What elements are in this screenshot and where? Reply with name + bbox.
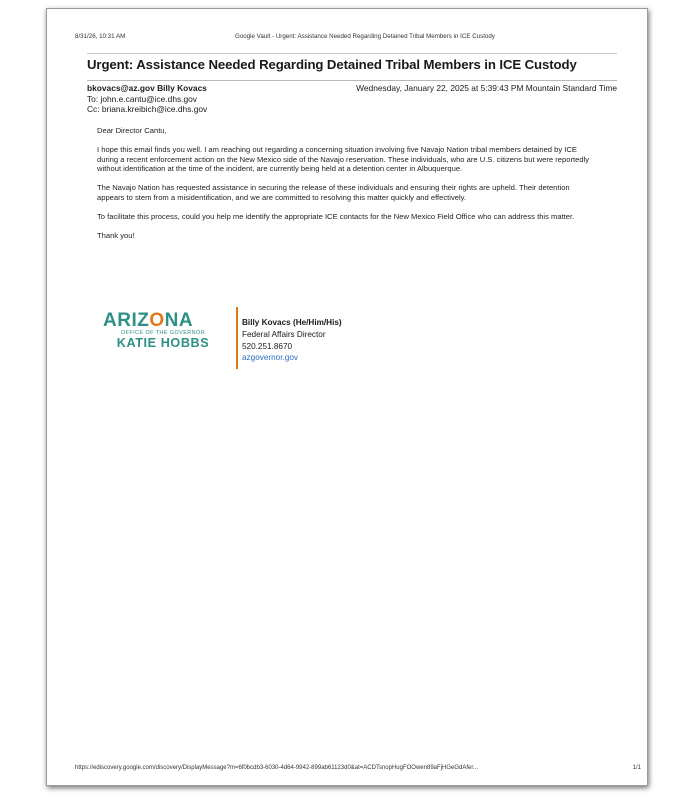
page-number: 1/1 — [632, 765, 641, 771]
email-subject: Urgent: Assistance Needed Regarding Detained Tribal Members in ICE Custody — [87, 57, 577, 72]
print-footer — [75, 765, 641, 771]
print-datetime: 8/31/26, 10:31 AM — [75, 33, 126, 40]
email-meta — [87, 83, 617, 115]
print-page-title: Google Vault - Urgent: Assistance Needed Regarding Detained Tribal Members in ICE Custody — [235, 33, 495, 40]
body-paragraph: To facilitate this process, could you help me identify the appropriate ICE contacts for the New Mexico Field Office who can address this matter. — [97, 211, 575, 221]
sender-name: Billy Kovacs — [157, 83, 207, 93]
body-paragraph: The Navajo Nation has requested assistance in securing the release of these individuals and ensuring their rights are upheld. Their detention appears to stem from a misidentification, and we are committed to resolving this matter quickly and effectively. — [97, 183, 570, 202]
subject-divider — [87, 80, 617, 81]
header-divider — [87, 53, 617, 54]
arizona-governor-logo — [103, 311, 229, 350]
signature-divider — [236, 307, 238, 369]
body-paragraph: I hope this email finds you well. I am reaching out regarding a concerning situation involving five Navajo Nation tribal members detained by ICE during a recent enforcement action on the New Mexico side of the Navajo reservation. These individuals, who are U.S. citizens but were reportedly without identification at the time of the incident, are currently being held at a detention center in Albuquerque. — [97, 144, 590, 174]
cc-line: Cc: briana.kreibich@ice.dhs.gov — [87, 104, 208, 115]
printed-email-page — [46, 8, 648, 786]
signature-name: Billy Kovacs (He/Him/His) — [242, 318, 342, 327]
signature-details — [242, 317, 342, 364]
email-signature — [103, 307, 433, 369]
sent-date: Wednesday, January 22, 2025 at 5:39:43 PM Mountain Standard Time — [356, 83, 617, 93]
to-line: To: john.e.cantu@ice.dhs.gov — [87, 93, 197, 104]
signature-phone: 520.251.8670 — [242, 341, 293, 351]
signature-website-link[interactable]: azgovernor.gov — [242, 353, 298, 363]
signature-title: Federal Affairs Director — [242, 329, 326, 339]
sender-address: bkovacs@az.gov — [87, 83, 155, 93]
logo-office-text: OFFICE OF THE GOVERNOR — [120, 330, 206, 336]
logo-name-text: KATIE HOBBS — [116, 336, 210, 350]
logo-arizona-text: ARIZONA — [103, 310, 194, 331]
footer-url: https://ediscovery.google.com/discovery/DisplayMessage?m=6f0bcdb3-6030-4d64-9942-899ab61123d0&at=ACDTsnopHugFOOwen89aFjHGeGdAfer... — [75, 765, 479, 771]
email-body — [97, 126, 597, 249]
closing: Thank you! — [97, 230, 135, 240]
print-header — [75, 33, 635, 40]
greeting: Dear Director Cantu, — [97, 126, 167, 135]
